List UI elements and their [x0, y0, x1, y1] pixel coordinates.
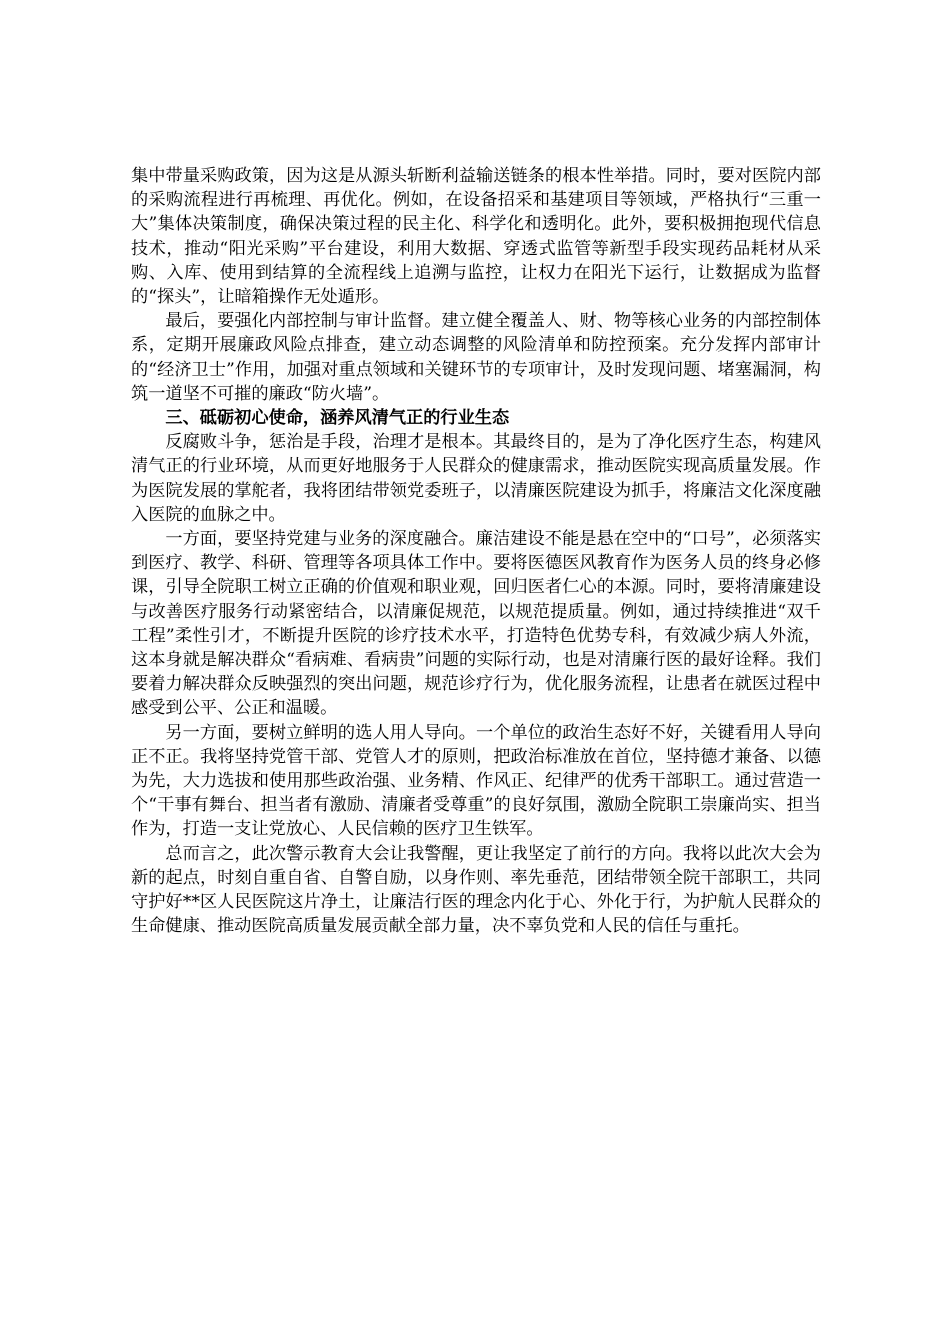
paragraph-party-building: 一方面，要坚持党建与业务的深度融合。廉洁建设不能是悬在空中的“口号”，必须落实到医疗、教学、科研、管理等各项具体工作中。要将医德医风教育作为医务人员的终身必修课，引导全院职工树立正确的价值观和职业观，回归医者仁心的本源。同时，要将清廉建设与改善医疗服务行动紧密结合，以清廉促规范，以规范提质量。例如，通过持续推进“双千工程”柔性引才，不断提升医院的诊疗技术水平，打造特色优势专科，有效减少病人外流，这本身就是解决群众“看病难、看病贵”问题的实际行动，也是对清廉行医的最好诠释。我们要着力解决群众反映强烈的突出问题，规范诊疗行为，优化服务流程，让患者在就医过程中感受到公平、公正和温暖。	[131, 529, 821, 719]
document-page	[131, 164, 821, 939]
paragraph-governance: 反腐败斗争，惩治是手段，治理才是根本。其最终目的，是为了净化医疗生态，构建风清气正的行业环境，从而更好地服务于人民群众的健康需求，推动医院实现高质量发展。作为医院发展的掌舵者，我将团结带领党委班子，以清廉医院建设为抓手，将廉洁文化深度融入医院的血脉之中。	[131, 432, 821, 525]
paragraph-internal-control: 最后，要强化内部控制与审计监督。建立健全覆盖人、财、物等核心业务的内部控制体系，定期开展廉政风险点排查，建立动态调整的风险清单和防控预案。充分发挥内部审计的“经济卫士”作用，加强对重点领域和关键环节的专项审计，及时发现问题、堵塞漏洞，构筑一道坚不可摧的廉政“防火墙”。	[131, 311, 821, 404]
paragraph-conclusion: 总而言之，此次警示教育大会让我警醒，更让我坚定了前行的方向。我将以此次大会为新的起点，时刻自重自省、自警自励，以身作则、率先垂范，团结带领全院干部职工，共同守护好**区人民医院这片净土，让廉洁行医的理念内化于心、外化于行，为护航人民群众的生命健康、推动医院高质量发展贡献全部力量，决不辜负党和人民的信任与重托。	[131, 843, 821, 937]
section-heading-3: 三、砥砺初心使命，涵养风清气正的行业生态	[165, 408, 510, 429]
paragraph-continuation: 集中带量采购政策，因为这是从源头斩断利益输送链条的根本性举措。同时，要对医院内部的采购流程进行再梳理、再优化。例如，在设备招采和基建项目等领域，严格执行“三重一大”集体决策制度，确保决策过程的民主化、科学化和透明化。此外，要积极拥抱现代信息技术，推动“阳光采购”平台建设，利用大数据、穿透式监管等新型手段实现药品耗材从采购、入库、使用到结算的全流程线上追溯与监控，让权力在阳光下运行，让数据成为监督的“探头”，让暗箱操作无处遁形。	[131, 166, 821, 308]
paragraph-personnel: 另一方面，要树立鲜明的选人用人导向。一个单位的政治生态好不好，关键看用人导向正不正。我将坚持党管干部、党管人才的原则，把政治标准放在首位，坚持德才兼备、以德为先，大力选拔和使用那些政治强、业务精、作风正、纪律严的优秀干部职工。通过营造一个“干事有舞台、担当者有激励、清廉者受尊重”的良好氛围，激励全院职工崇廉尚实、担当作为，打造一支让党放心、人民信赖的医疗卫生铁军。	[131, 722, 821, 840]
